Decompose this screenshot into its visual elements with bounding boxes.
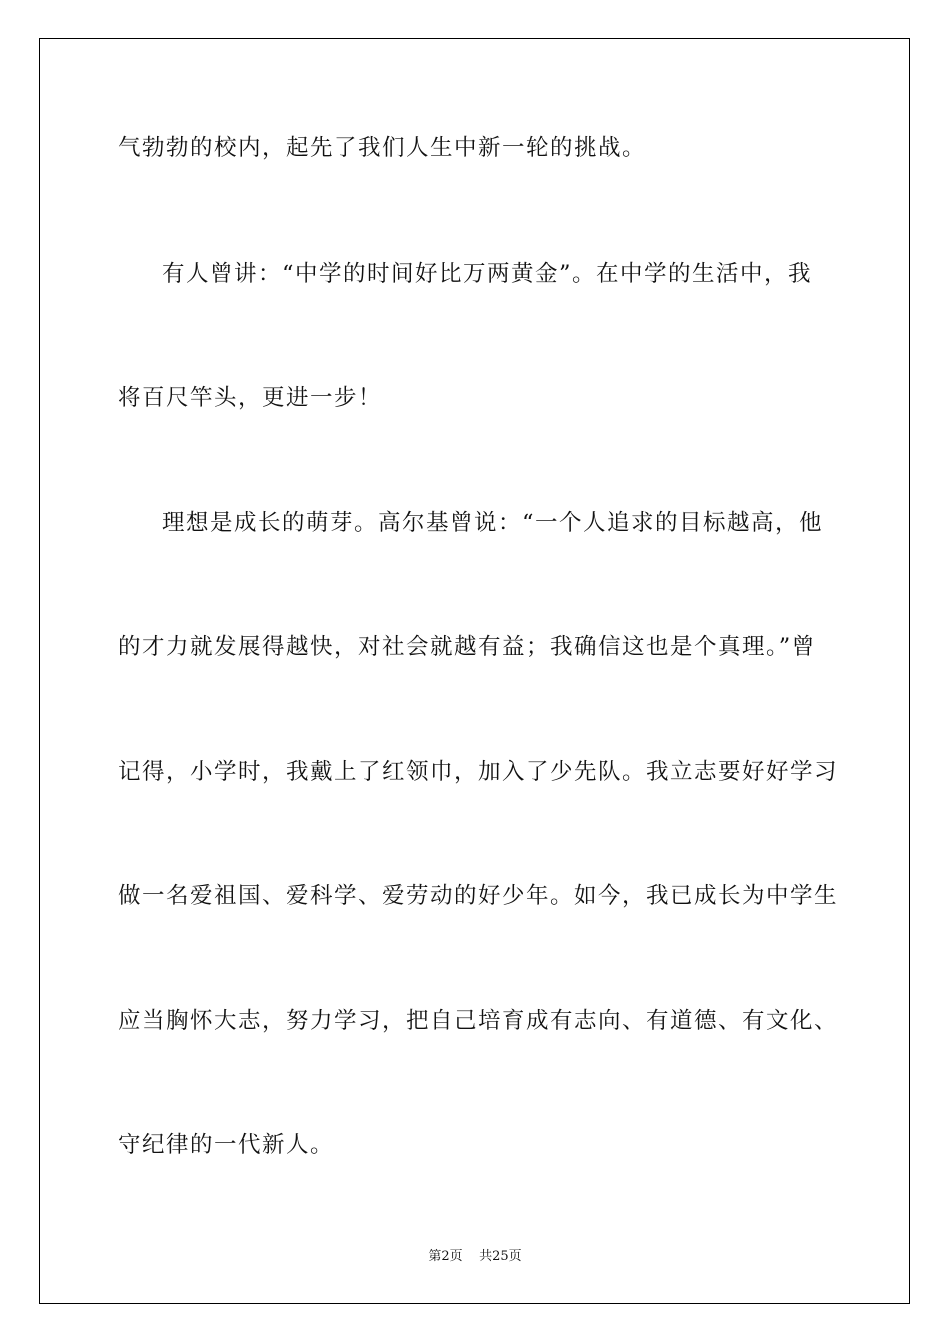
text-line-1: 气勃勃的校内，起先了我们人生中新一轮的挑战。 [118, 135, 647, 161]
text-line-7: 做一名爱祖国、爱科学、爱劳动的好少年。如今，我已成长为中学生 [118, 883, 839, 909]
text-line-3: 将百尺竿头，更进一步！ [118, 385, 383, 411]
text-line-4: 理想是成长的萌芽。高尔基曾说：“一个人追求的目标越高，他 [162, 510, 824, 536]
text-line-8: 应当胸怀大志，努力学习，把自己培育成有志向、有道德、有文化、 [118, 1008, 839, 1034]
page-border [39, 38, 910, 1304]
text-line-2: 有人曾讲：“中学的时间好比万两黄金”。在中学的生活中，我 [162, 261, 813, 287]
page-number: 第2页 [428, 1249, 463, 1264]
text-line-9: 守纪律的一代新人。 [118, 1132, 335, 1158]
page-footer [0, 1248, 950, 1266]
total-pages: 共25页 [479, 1249, 522, 1264]
text-line-5: 的才力就发展得越快，对社会就越有益；我确信这也是个真理。”曾 [118, 634, 816, 660]
text-line-6: 记得，小学时，我戴上了红领巾，加入了少先队。我立志要好好学习 [118, 759, 839, 785]
